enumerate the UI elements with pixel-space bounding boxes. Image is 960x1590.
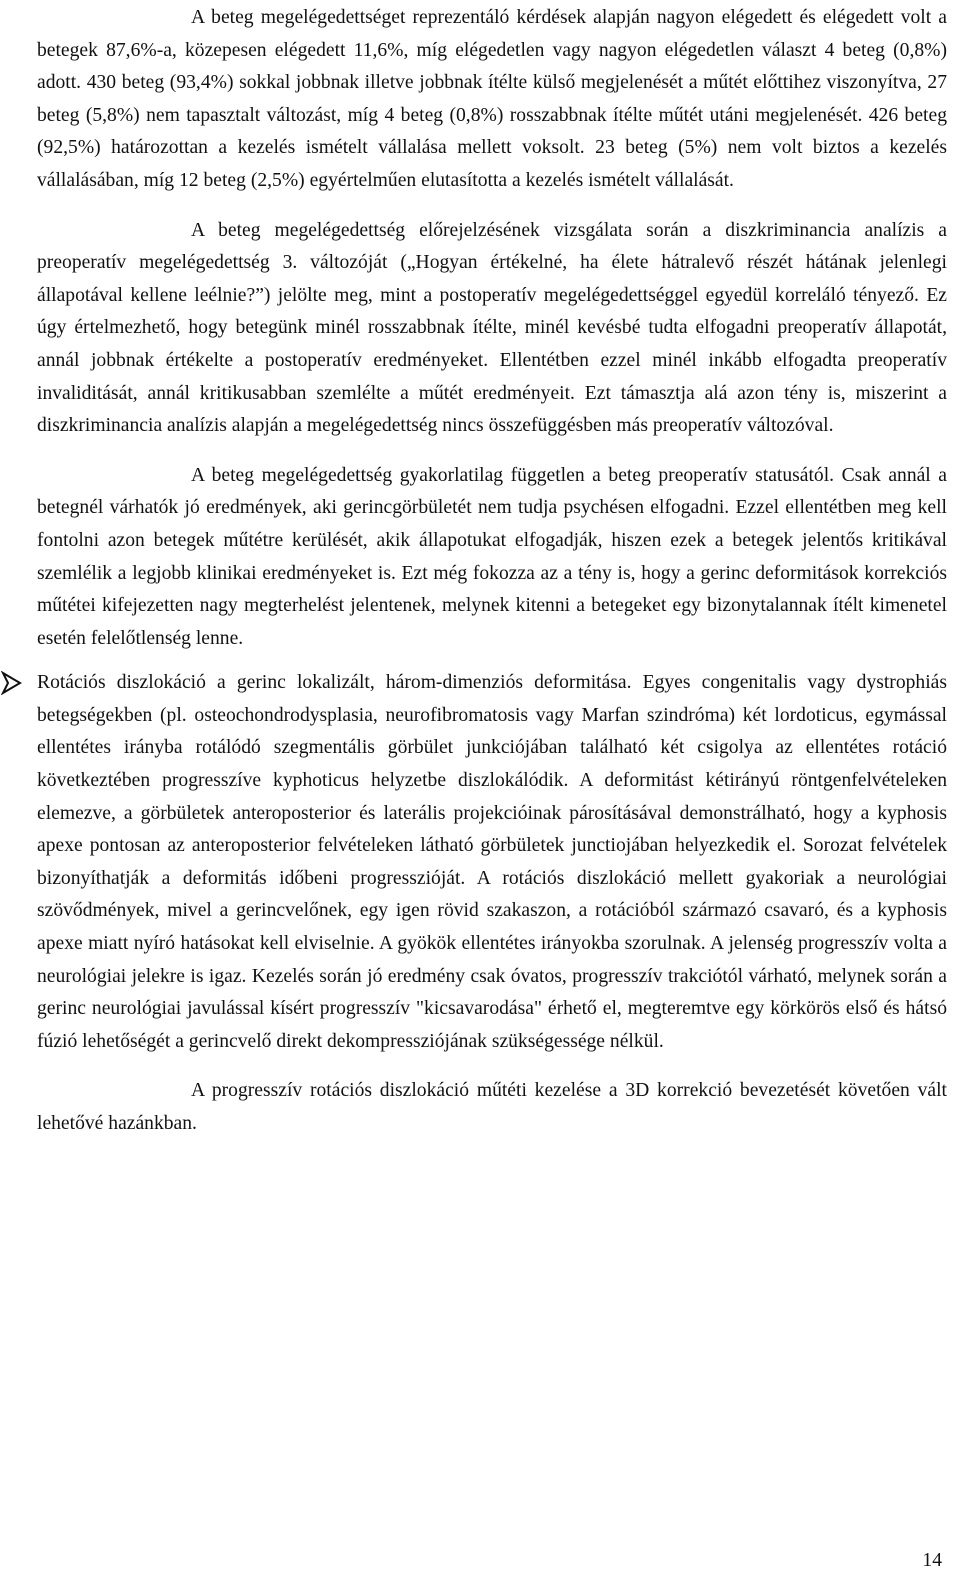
page-number: 14 (922, 1550, 942, 1571)
arrowhead-bullet-glyph (1, 671, 23, 695)
bullet-list-item (37, 667, 947, 1058)
paragraph-preoperative-status: A beteg megelégedettség gyakorlatilag független a beteg preoperatív statusától. Csak annál a betegnél várhatók jó eredmények, aki gerincgörbületét nem tudja psychésen elfogadni. Ezzel ellentétben meg kell fontolni azon betegek műtétre kerülését, akik állapotukat elfogadják, hiszen ezek a betegek jelentős kritikával szemlélik a legjobb klinikai eredményeket is. Ezt még fokozza az a tény is, hogy a gerinc deformitások korrekciós műtétei kifejezetten nagy megterhelést jelentenek, melynek kitenni a betegeket egy bizonytalannak ítélt kimenetel esetén felelőtlenség lenne. (37, 464, 947, 649)
arrowhead-bullet-icon (1, 671, 23, 695)
document-page (37, 2, 947, 1141)
paragraph-gap (37, 1058, 947, 1075)
bullet-rotational-dislocation: Rotációs diszlokáció a gerinc lokalizált, három-dimenziós deformitása. Egyes congenitalis vagy dystrophiás betegségekben (pl. osteochondrodysplasia, neurofibromatosis vagy Marfan szindróma) két lordoticus, egymással ellentétes irányba rotálódó szegmentális görbület junkciójában található két csigolya az ellentétes rotáció következtében progresszíve kyphoticus helyzetbe diszlokálódik. A deformitást kétirányú röntgenfelvételeken elemezve, a görbületek anteroposterior és laterális projekcióinak párosításával demonstrálható, hogy a kyphosis apexe pontosan az anteroposterior felvételeken látható görbületek junctiojában helyezkedik el. Sorozat felvételek bizonyíthatják a deformitás időbeni progresszióját. A rotációs diszlokáció mellett gyakoriak a neurológiai szövődmények, mivel a gerincvelőnek, egy igen rövid szakaszon, a rotációból származó csavaró, és a kyphosis apexe miatt nyíró hatásokat kell elviselnie. A gyökök ellentétes irányokba szorulnak. A jelenség progresszív volta a neurológiai jelekre is igaz. Kezelés során jó eredmény csak óvatos, progresszív trakciótól várható, melynek során a gerinc neurológiai javulással kísért progresszív "kicsavarodása" érhető el, megteremtve egy körkörös első és hátsó fúzió lehetőségét a gerincvelő direkt dekompressziójának szükségessége nélkül. (37, 672, 947, 1052)
paragraph-discriminant-analysis: A beteg megelégedettség előrejelzésének vizsgálata során a diszkriminancia analízis a preoperatív megelégedettség 3. változóját („Hogyan értékelné, ha élete hátralevő részét hátának jelenlegi állapotával kellene leélnie?”) jelölte meg, mint a postoperatív megelégedettséggel egyedül korreláló tényező. Ez úgy értelmezhető, hogy betegünk minél rosszabbnak ítélte, minél kevésbé tudta elfogadni preoperatív állapotát, annál jobbnak értékelte a postoperatív eredményeket. Ellentétben ezzel minél inkább elfogadta preoperatív invaliditását, annál kritikusabban szemlélte a műtét eredményeit. Ezt támasztja alá azon tény is, miszerint a diszkriminancia analízis alapján a megelégedettség nincs összefüggésben más preoperatív változóval. (37, 219, 947, 437)
paragraph-3d-correction: A progresszív rotációs diszlokáció műtéti kezelése a 3D korrekció bevezetését követően vált lehetővé hazánkban. (37, 1080, 947, 1134)
paragraph-gap (37, 443, 947, 460)
paragraph-satisfaction-results: A beteg megelégedettséget reprezentáló kérdések alapján nagyon elégedett és elégedett volt a betegek 87,6%-a, közepesen elégedett 11,6%, míg elégedetlen vagy nagyon elégedetlen választ 4 beteg (0,8%) adott. 430 beteg (93,4%) sokkal jobbnak illetve jobbnak ítélte külső megjelenését a műtét előttihez viszonyítva, 27 beteg (5,8%) nem tapasztalt változást, míg 4 beteg (0,8%) rosszabbnak ítélte műtét utáni megjelenését. 426 beteg (92,5%) határozottan a kezelés ismételt vállalása mellett voksolt. 23 beteg (5%) nem volt biztos a kezelés vállalásában, míg 12 beteg (2,5%) egyértelműen elutasította a kezelés ismételt vállalását. (37, 7, 947, 191)
paragraph-gap (37, 198, 947, 215)
